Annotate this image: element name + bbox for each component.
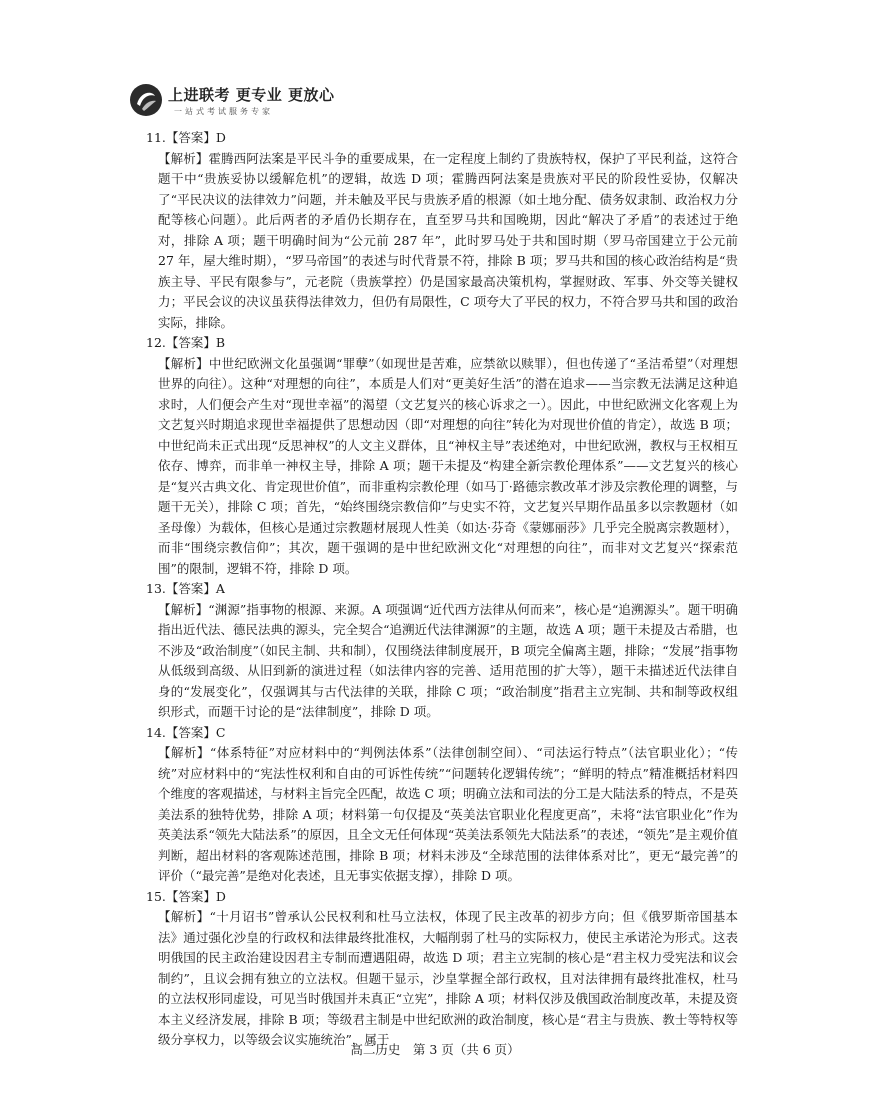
analysis-paragraph: 【解析】中世纪欧洲文化虽强调“罪孽”（如现世是苦难，应禁欲以赎罪），但也传递了“圣洁希望”（对理想世界的向往）。这种“对理想的向往”，本质是人们对“更美好生活”的潜在追求——当宗教无法满足这种追求时，人们便会产生对“现世幸福”的渴望（文艺复兴的核心诉求之一）。因此，中世纪欧洲文化客观上为文艺复兴时期追求现世幸福提供了思想动因（即“对理想的向往”转化为对现世价值的肯定），故选 B 项；中世纪尚未正式出现“反思神权”的人文主义群体，且“神权主导”表述绝对，中世纪欧洲，教权与王权相互依存、博弈，而非单一神权主导，排除 A 项；题干未提及“构建全新宗教伦理体系”——文艺复兴的核心是“复兴古典文化、肯定现世价值”，而非重构宗教伦理（如马丁·路德宗教改革才涉及宗教伦理的调整，与题干无关），排除 C 项；首先，“始终围绕宗教信仰”与史实不符，文艺复兴早期作品虽多以宗教题材（如圣母像）为载体，但核心是通过宗教题材展现人性美（如达·芬奇《蒙娜丽莎》几乎完全脱离宗教题材），而非“围绕宗教信仰”；其次，题干强调的是中世纪欧洲文化“对理想的向往”，而非对文艺复兴“探索范围”的限制，逻辑不符，排除 D 项。: [158, 355, 738, 576]
question-item-12: [146, 333, 742, 579]
question-item-13: [146, 579, 742, 723]
answer-line: 12.【答案】B: [146, 335, 226, 350]
answer-key-content: [146, 128, 742, 1051]
header: [128, 80, 335, 128]
analysis-paragraph: 【解析】霍腾西阿法案是平民斗争的重要成果，在一定程度上制约了贵族特权，保护了平民利益，这符合题干中“贵族妥协以缓解危机”的逻辑，故选 D 项；霍腾西阿法案是贵族对平民的阶段性妥协，仅解决了“平民决议的法律效力”问题，并未触及平民与贵族矛盾的根源（如土地分配、债务奴隶制、政治权力分配等核心问题）。此后两者的矛盾仍长期存在，直至罗马共和国晚期，因此“解决了矛盾”的表述过于绝对，排除 A 项；题干明确时间为“公元前 287 年”，此时罗马处于共和国时期（罗马帝国建立于公元前 27 年，屋大维时期），“罗马帝国”的表述与时代背景不符，排除 B 项；罗马共和国的核心政治结构是“贵族主导、平民有限参与”，元老院（贵族掌控）仍是国家最高决策机构，掌握财政、军事、外交等关键权力；平民会议的决议虽获得法律效力，但仍有局限性，C 项夸大了平民的权力，不符合罗马共和国的政治实际，排除。: [158, 150, 738, 330]
analysis-paragraph: 【解析】“渊源”指事物的根源、来源。A 项强调“近代西方法律从何而来”，核心是“追溯源头”。题干明确指出近代法、德民法典的源头，完全契合“追溯近代法律渊源”的主题，故选 A 项；题干未提及古希腊，也不涉及“政治制度”（如民主制、共和制），仅围绕法律制度展开，B 项完全偏离主题，排除；“发展”指事物从低级到高级、从旧到新的演进过程（如法律内容的完善、适用范围的扩大等），题干未描述近代法律自身的“发展变化”，仅强调其与古代法律的关联，排除 C 项；“政治制度”指君主立宪制、共和制等政权组织形式，而题干讨论的是“法律制度”，排除 D 项。: [158, 601, 738, 719]
brand-logo-icon: [128, 82, 164, 118]
analysis-paragraph: 【解析】“十月诏书”曾承认公民权利和杜马立法权，体现了民主改革的初步方向；但《俄罗斯帝国基本法》通过强化沙皇的行政权和法律最终批准权，大幅削弱了杜马的实际权力，使民主承诺沦为形式。这表明俄国的民主政治建设因君主专制而遭遇阻碍，故选 D 项；君主立宪制的核心是“君主权力受宪法和议会制约”，且议会拥有独立的立法权。但题干显示，沙皇掌握全部行政权，且对法律拥有最终批准权，杜马的立法权形同虚设，可见当时俄国并未真正“立宪”，排除 A 项；材料仅涉及俄国政治制度改革，未提及资本主义经济发展，排除 B 项；等级君主制是中世纪欧洲的政治制度，核心是“君主与贵族、教士等特权等级分享权力，以等级会议实施统治”，属于: [158, 909, 738, 1047]
header-subslogan: 一站式考试服务专家: [174, 107, 273, 116]
answer-line: 14.【答案】C: [146, 724, 226, 740]
question-item-15: [146, 887, 742, 1051]
question-item-11: [146, 128, 742, 333]
header-slogan: 上进联考 更专业 更放心: [168, 86, 335, 104]
answer-line: 13.【答案】A: [146, 581, 225, 596]
analysis-paragraph: 【解析】“体系特征”对应材料中的“判例法体系”（法律创制空间）、“司法运行特点”（法官职业化）；“传统”对应材料中的“宪法性权利和自由的可诉性传统”“问题转化逻辑传统”；“鲜明的特点”精准概括材料四个维度的客观描述，与材料主旨完全匹配，故选 C 项；明确立法和司法的分工是大陆法系的特点，不是英美法系的独特优势，排除 A 项；材料第一句仅提及“英美法官职业化程度更高”，未将“法官职业化”作为英美法系“领先大陆法系”的原因，且全文无任何体现“英美法系领先大陆法系”的表述，“领先”是主观价值判断，超出材料的客观陈述范围，排除 B 项；材料未涉及“全球范围的法律体系对比”，更无“最完善”的评价（“最完善”是绝对化表述，且无事实依据支撑），排除 D 项。: [158, 745, 739, 883]
answer-line: 15.【答案】D: [146, 888, 226, 904]
question-item-14: [146, 723, 742, 887]
answer-line: 11.【答案】D: [146, 130, 226, 145]
page-footer: 高二历史 第 3 页（共 6 页）: [350, 1042, 520, 1057]
